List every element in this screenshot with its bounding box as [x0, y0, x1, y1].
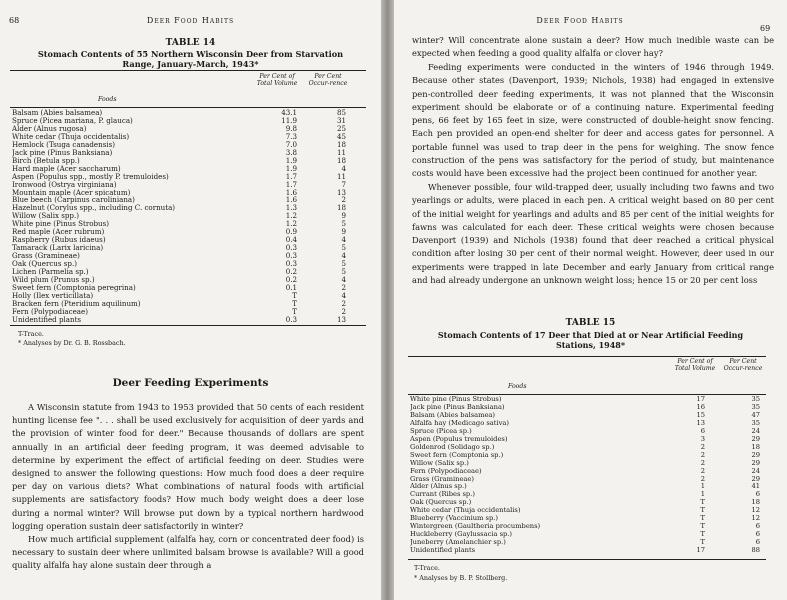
left-paragraph-2: How much artificial supplement (alfalfa hay, corn or concentrated deer food) is necessary to sustain deer where unlimited balsam browse is available? Will a good quality alfalfa hay alone sustain deer through a [12, 534, 364, 571]
table-row [12, 252, 346, 260]
table-row [12, 181, 346, 189]
occurrence-value: 12 [751, 515, 760, 523]
table-row [410, 460, 760, 468]
food-name: Red maple (Acer rubrum) [12, 228, 105, 237]
occurrence-value: 18 [751, 443, 760, 451]
table14-footnote-trace: T-Trace. [18, 330, 44, 338]
table-row [410, 444, 760, 452]
running-head: Deer Food Habits [146, 16, 235, 25]
table14-subtitle: Stomach Contents of 55 Northern Wisconsin Deer from Starvation Range, January-March, 1943* [37, 49, 344, 69]
food-name: White pine (Pinus Strobus) [12, 220, 109, 229]
occurrence-value: 88 [751, 547, 760, 555]
volume-value: 1.9 [285, 164, 297, 173]
occurrence-value: 45 [336, 132, 346, 141]
table15-head-rule [408, 394, 766, 395]
occurrence-value: 35 [751, 403, 760, 411]
table-row [410, 452, 760, 460]
table-row [12, 109, 346, 117]
occurrence-value: 5 [341, 260, 346, 269]
volume-value: T [700, 539, 705, 547]
running-head: Deer Food Habits [536, 16, 624, 25]
table-row [12, 228, 346, 236]
occurrence-value: 11 [336, 148, 346, 157]
table-row [410, 404, 760, 412]
food-name: Spruce (Picea mariana, P. glauca) [12, 116, 133, 125]
volume-value: 0.4 [285, 236, 297, 245]
table14-body [12, 109, 346, 324]
book-gutter [381, 0, 394, 600]
occurrence-value: 6 [755, 491, 760, 499]
occurrence-value: 4 [341, 252, 346, 261]
volume-value: 0.2 [285, 268, 297, 277]
food-name: Willow (Salix sp.) [410, 459, 469, 467]
food-name: Unidentified plants [12, 315, 82, 324]
table-row [12, 260, 346, 268]
occurrence-value: 24 [751, 467, 760, 475]
food-name: Oak (Quercus sp.) [12, 260, 77, 269]
volume-value: 13 [696, 419, 705, 427]
table-row [12, 133, 346, 141]
food-name: Raspberry (Rubus idaeus) [12, 236, 106, 245]
table-row [12, 236, 346, 244]
table-row [410, 483, 760, 491]
table15-subtitle: Stomach Contents of 17 Deer that Died at or Near Artificial Feeding Stations, 1948* [437, 330, 744, 350]
table-row [410, 468, 760, 476]
table15-top-rule [408, 356, 766, 357]
volume-value: 1 [700, 491, 705, 499]
occurrence-value: 47 [751, 411, 760, 419]
occurrence-value: 9 [341, 212, 346, 221]
table14-title: TABLE 14 [165, 38, 216, 48]
food-name: Bracken fern (Pteridium aquilinum) [12, 299, 141, 308]
occurrence-value: 4 [341, 291, 346, 300]
left-paragraph-1: A Wisconsin statute from 1943 to 1953 provided that 50 cents of each resident hunting license fee ". . . shall be used exclusively for acquisition of deer yards and the provision of winter food for deer." Because thousands of dollars are spent annually in an artificial deer feeding program, it was deemed advisable to determine by experiment the effect of artificial feeding on deer. Studies were designed to answer the following questions: How much food does a deer require per day on various diets? What combinations of natural foods with artificial supplements are satisfactory foods? How much body weight does a deer lose during a normal winter? Will browse put down by a typical northern hardwood logging operation sustain deer satisfactorily in winter? [12, 402, 364, 531]
occurrence-value: 7 [341, 180, 346, 189]
table-row [12, 165, 346, 173]
food-name: Grass (Gramineae) [410, 475, 474, 483]
table-row [12, 196, 346, 204]
food-name: Hazelnut (Corylus spp., including C. cornuta) [12, 204, 176, 213]
food-name: Alder (Alnus sp.) [410, 483, 467, 491]
volume-value: 1.7 [285, 172, 297, 181]
occurrence-value: 35 [751, 419, 760, 427]
occurrence-value: 35 [751, 396, 760, 403]
table-row [410, 499, 760, 507]
table-row [12, 284, 346, 292]
table-row [410, 491, 760, 499]
table-row [12, 300, 346, 308]
volume-value: 0.1 [285, 283, 297, 292]
table15-footnote-analysis: * Analyses by B. P. Stollberg. [414, 574, 508, 582]
volume-value: 0.3 [285, 260, 297, 269]
volume-value: 1.3 [285, 204, 297, 213]
table-row [410, 515, 760, 523]
occurrence-value: 18 [336, 140, 346, 149]
food-name: Alfalfa hay (Medicago sativa) [410, 419, 509, 427]
table-row [410, 396, 760, 404]
occurrence-value: 5 [341, 220, 346, 229]
volume-value: 2 [700, 467, 705, 475]
volume-value: 3.8 [285, 148, 297, 157]
table14-top-rule [10, 70, 366, 71]
table15-col-occurrence: Per Cent Occur-rence [723, 358, 763, 372]
food-name: Grass (Gramineae) [12, 252, 80, 261]
table-row [12, 292, 346, 300]
food-name: White cedar (Thuja occidentalis) [12, 132, 130, 141]
food-name: Jack pine (Pinus Banksiana) [410, 403, 505, 411]
food-name: Fern (Polypodiaceae) [410, 467, 482, 475]
volume-value: 2 [700, 451, 705, 459]
occurrence-value: 6 [755, 539, 760, 547]
table-row [12, 268, 346, 276]
volume-value: 0.3 [285, 315, 297, 324]
left-page [0, 0, 381, 600]
volume-value: 7.3 [285, 132, 297, 141]
table-row [12, 204, 346, 212]
volume-value: 0.3 [285, 252, 297, 261]
volume-value: 3 [700, 435, 705, 443]
food-name: Balsam (Abies balsamea) [410, 411, 496, 419]
food-name: Wintergreen (Gaultheria procumbens) [410, 523, 541, 531]
food-name: Sweet fern (Comptonia sp.) [410, 451, 504, 459]
volume-value: 0.3 [285, 244, 297, 253]
right-paragraph-2: Feeding experiments were conducted in the winters of 1946 through 1949. Because other states (Davenport, 1939; Nichols, 1938) had engaged in extensive pen-controlled deer feeding experiments, it was not planned that the Wisconsin experiment should be elaborate or of a continuing nature. Experimental feeding pens, 66 feet by 165 feet in size, were constructed of double-height snow fencing. Each pen provided an open-end shelter for deer and access gates for personnel. A portable funnel was used to trap deer in the pens for weighing. The snow fence construction of the pens was satisfactory for the period of study, but maintenance costs would have been excessive had the project been continued for another year. [412, 62, 774, 179]
volume-value: T [292, 291, 297, 300]
food-name: Aspen (Populus spp., mostly P. tremuloides) [12, 172, 169, 181]
food-name: Mountain maple (Acer spicatum) [12, 188, 131, 197]
occurrence-value: 29 [751, 435, 760, 443]
table-row [12, 149, 346, 157]
food-name: Hemlock (Tsuga canadensis) [12, 140, 116, 149]
volume-value: 0.2 [285, 276, 297, 284]
volume-value: 2 [700, 475, 705, 483]
right-paragraph-3: Whenever possible, four wild-trapped deer, usually including two fawns and two yearlings or adults, were placed in each pen. A critical weight based on 80 per cent of the initial weight for yearlings and adults and 85 per cent of the initial weights for fawns was calculated for each deer. These critical weights were chosen because Davenport (1939) and Nichols (1938) found that deer reached a critical physical condition after losing 30 per cent of their normal weight. However, deer used in our experiments were trapped in late December and early January from critical range and had already undergone an unknown weight loss; hence 15 or 20 per cent loss [412, 182, 774, 286]
table-row [410, 412, 760, 420]
table-row [410, 547, 760, 555]
occurrence-value: 25 [336, 124, 346, 133]
food-name: Fern (Polypodiaceae) [12, 307, 88, 316]
food-name: White pine (Pinus Strobus) [410, 396, 502, 403]
volume-value: 1.2 [285, 220, 297, 229]
occurrence-value: 24 [751, 427, 760, 435]
occurrence-value: 85 [336, 109, 346, 117]
food-name: Spruce (Picea sp.) [410, 427, 472, 435]
volume-value: 16 [696, 403, 705, 411]
food-name: Currant (Ribes sp.) [410, 491, 475, 499]
food-name: Tamarack (Larix laricina) [12, 244, 104, 253]
table-row [12, 308, 346, 316]
occurrence-value: 4 [341, 236, 346, 245]
occurrence-value: 41 [751, 483, 760, 491]
table-row [12, 141, 346, 149]
table-row [12, 276, 346, 284]
page-number: 69 [760, 24, 771, 33]
occurrence-value: 4 [341, 164, 346, 173]
table-row [12, 212, 346, 220]
food-name: White cedar (Thuja occidentalis) [410, 507, 521, 515]
occurrence-value: 4 [341, 276, 346, 284]
table-row [410, 476, 760, 484]
right-page [394, 0, 787, 600]
table-row [12, 173, 346, 181]
table-row [410, 523, 760, 531]
occurrence-value: 2 [341, 196, 346, 205]
volume-value: 2 [700, 443, 705, 451]
volume-value: T [700, 499, 705, 507]
food-name: Balsam (Abies balsamea) [12, 109, 103, 117]
food-name: Juneberry (Amelanchier sp.) [410, 539, 506, 547]
page-number: 68 [9, 16, 20, 25]
table-row [410, 531, 760, 539]
occurrence-value: 29 [751, 451, 760, 459]
table14-head-rule [10, 107, 366, 108]
volume-value: 11.9 [281, 116, 297, 125]
table-row [410, 539, 760, 547]
volume-value: T [700, 523, 705, 531]
table14-col-occurrence: Per Cent Occur-rence [308, 73, 348, 87]
volume-value: 1.7 [285, 180, 297, 189]
volume-value: 43.1 [281, 109, 297, 117]
occurrence-value: 9 [341, 228, 346, 237]
occurrence-value: 29 [751, 475, 760, 483]
table15-col-foods: Foods [508, 383, 527, 390]
occurrence-value: 18 [336, 204, 346, 213]
table-row [12, 244, 346, 252]
table15-title: TABLE 15 [565, 318, 616, 328]
occurrence-value: 12 [751, 507, 760, 515]
volume-value: T [292, 299, 297, 308]
food-name: Hard maple (Acer saccharum) [12, 164, 121, 173]
volume-value: 0.9 [285, 228, 297, 237]
food-name: Wild plum (Prunus sp.) [12, 276, 95, 284]
table-row [410, 436, 760, 444]
table15-footnote-trace: T-Trace. [414, 564, 440, 572]
volume-value: 1.9 [285, 156, 297, 165]
table14-col-volume: Per Cent of Total Volume [256, 73, 298, 87]
food-name: Lichen (Parmelia sp.) [12, 268, 89, 277]
food-name: Aspen (Populus tremuloides) [410, 435, 508, 443]
occurrence-value: 5 [341, 244, 346, 253]
occurrence-value: 6 [755, 523, 760, 531]
food-name: Oak (Quercus sp.) [410, 499, 472, 507]
occurrence-value: 29 [751, 459, 760, 467]
food-name: Huckleberry (Gaylussacia sp.) [410, 531, 513, 539]
occurrence-value: 31 [336, 116, 346, 125]
table-row [12, 189, 346, 197]
table15-col-volume: Per Cent of Total Volume [674, 358, 716, 372]
occurrence-value: 11 [336, 172, 346, 181]
occurrence-value: 2 [341, 299, 346, 308]
table-row [410, 428, 760, 436]
table14-bottom-rule [10, 325, 366, 326]
volume-value: 2 [700, 459, 705, 467]
food-name: Holly (Ilex verticillata) [12, 291, 94, 300]
occurrence-value: 13 [336, 315, 346, 324]
food-name: Willow (Salix spp.) [12, 212, 79, 221]
table-row [12, 220, 346, 228]
food-name: Unidentified plants [410, 547, 476, 555]
table-row [410, 507, 760, 515]
volume-value: 17 [696, 396, 705, 403]
table15-bottom-rule [408, 559, 766, 560]
right-paragraph-1: winter? Will concentrate alone sustain a deer? How much inedible waste can be expected when feeding a good quality alfalfa or clover hay? [412, 35, 774, 59]
food-name: Sweet fern (Comptonia peregrina) [12, 283, 136, 292]
section-heading: Deer Feeding Experiments [112, 377, 269, 389]
volume-value: 7.0 [285, 140, 297, 149]
volume-value: 9.8 [285, 124, 297, 133]
occurrence-value: 2 [341, 307, 346, 316]
volume-value: 17 [696, 547, 705, 555]
volume-value: 1.2 [285, 212, 297, 221]
table14-col-foods: Foods [98, 96, 117, 103]
table-row [12, 157, 346, 165]
table-row [12, 316, 346, 324]
food-name: Goldenrod (Solidago sp.) [410, 443, 495, 451]
table15-body [410, 396, 760, 555]
table-row [12, 125, 346, 133]
occurrence-value: 18 [336, 156, 346, 165]
occurrence-value: 5 [341, 268, 346, 277]
volume-value: T [292, 307, 297, 316]
volume-value: T [700, 515, 705, 523]
volume-value: 6 [700, 427, 705, 435]
occurrence-value: 6 [755, 531, 760, 539]
food-name: Alder (Alnus rugosa) [12, 124, 87, 133]
volume-value: 1.6 [285, 188, 297, 197]
food-name: Birch (Betula spp.) [12, 156, 80, 165]
table-row [12, 117, 346, 125]
occurrence-value: 2 [341, 283, 346, 292]
table-row [410, 420, 760, 428]
food-name: Blue beech (Carpinus caroliniana) [12, 196, 135, 205]
occurrence-value: 18 [751, 499, 760, 507]
volume-value: 15 [696, 411, 705, 419]
volume-value: T [700, 531, 705, 539]
food-name: Jack pine (Pinus Banksiana) [12, 148, 113, 157]
food-name: Blueberry (Vaccinium sp.) [410, 515, 498, 523]
volume-value: 1.6 [285, 196, 297, 205]
volume-value: 1 [700, 483, 705, 491]
table14-footnote-analysis: * Analyses by Dr. G. B. Rossbach. [18, 339, 126, 347]
volume-value: T [700, 507, 705, 515]
occurrence-value: 13 [336, 188, 346, 197]
food-name: Ironwood (Ostrya virginiana) [12, 180, 117, 189]
